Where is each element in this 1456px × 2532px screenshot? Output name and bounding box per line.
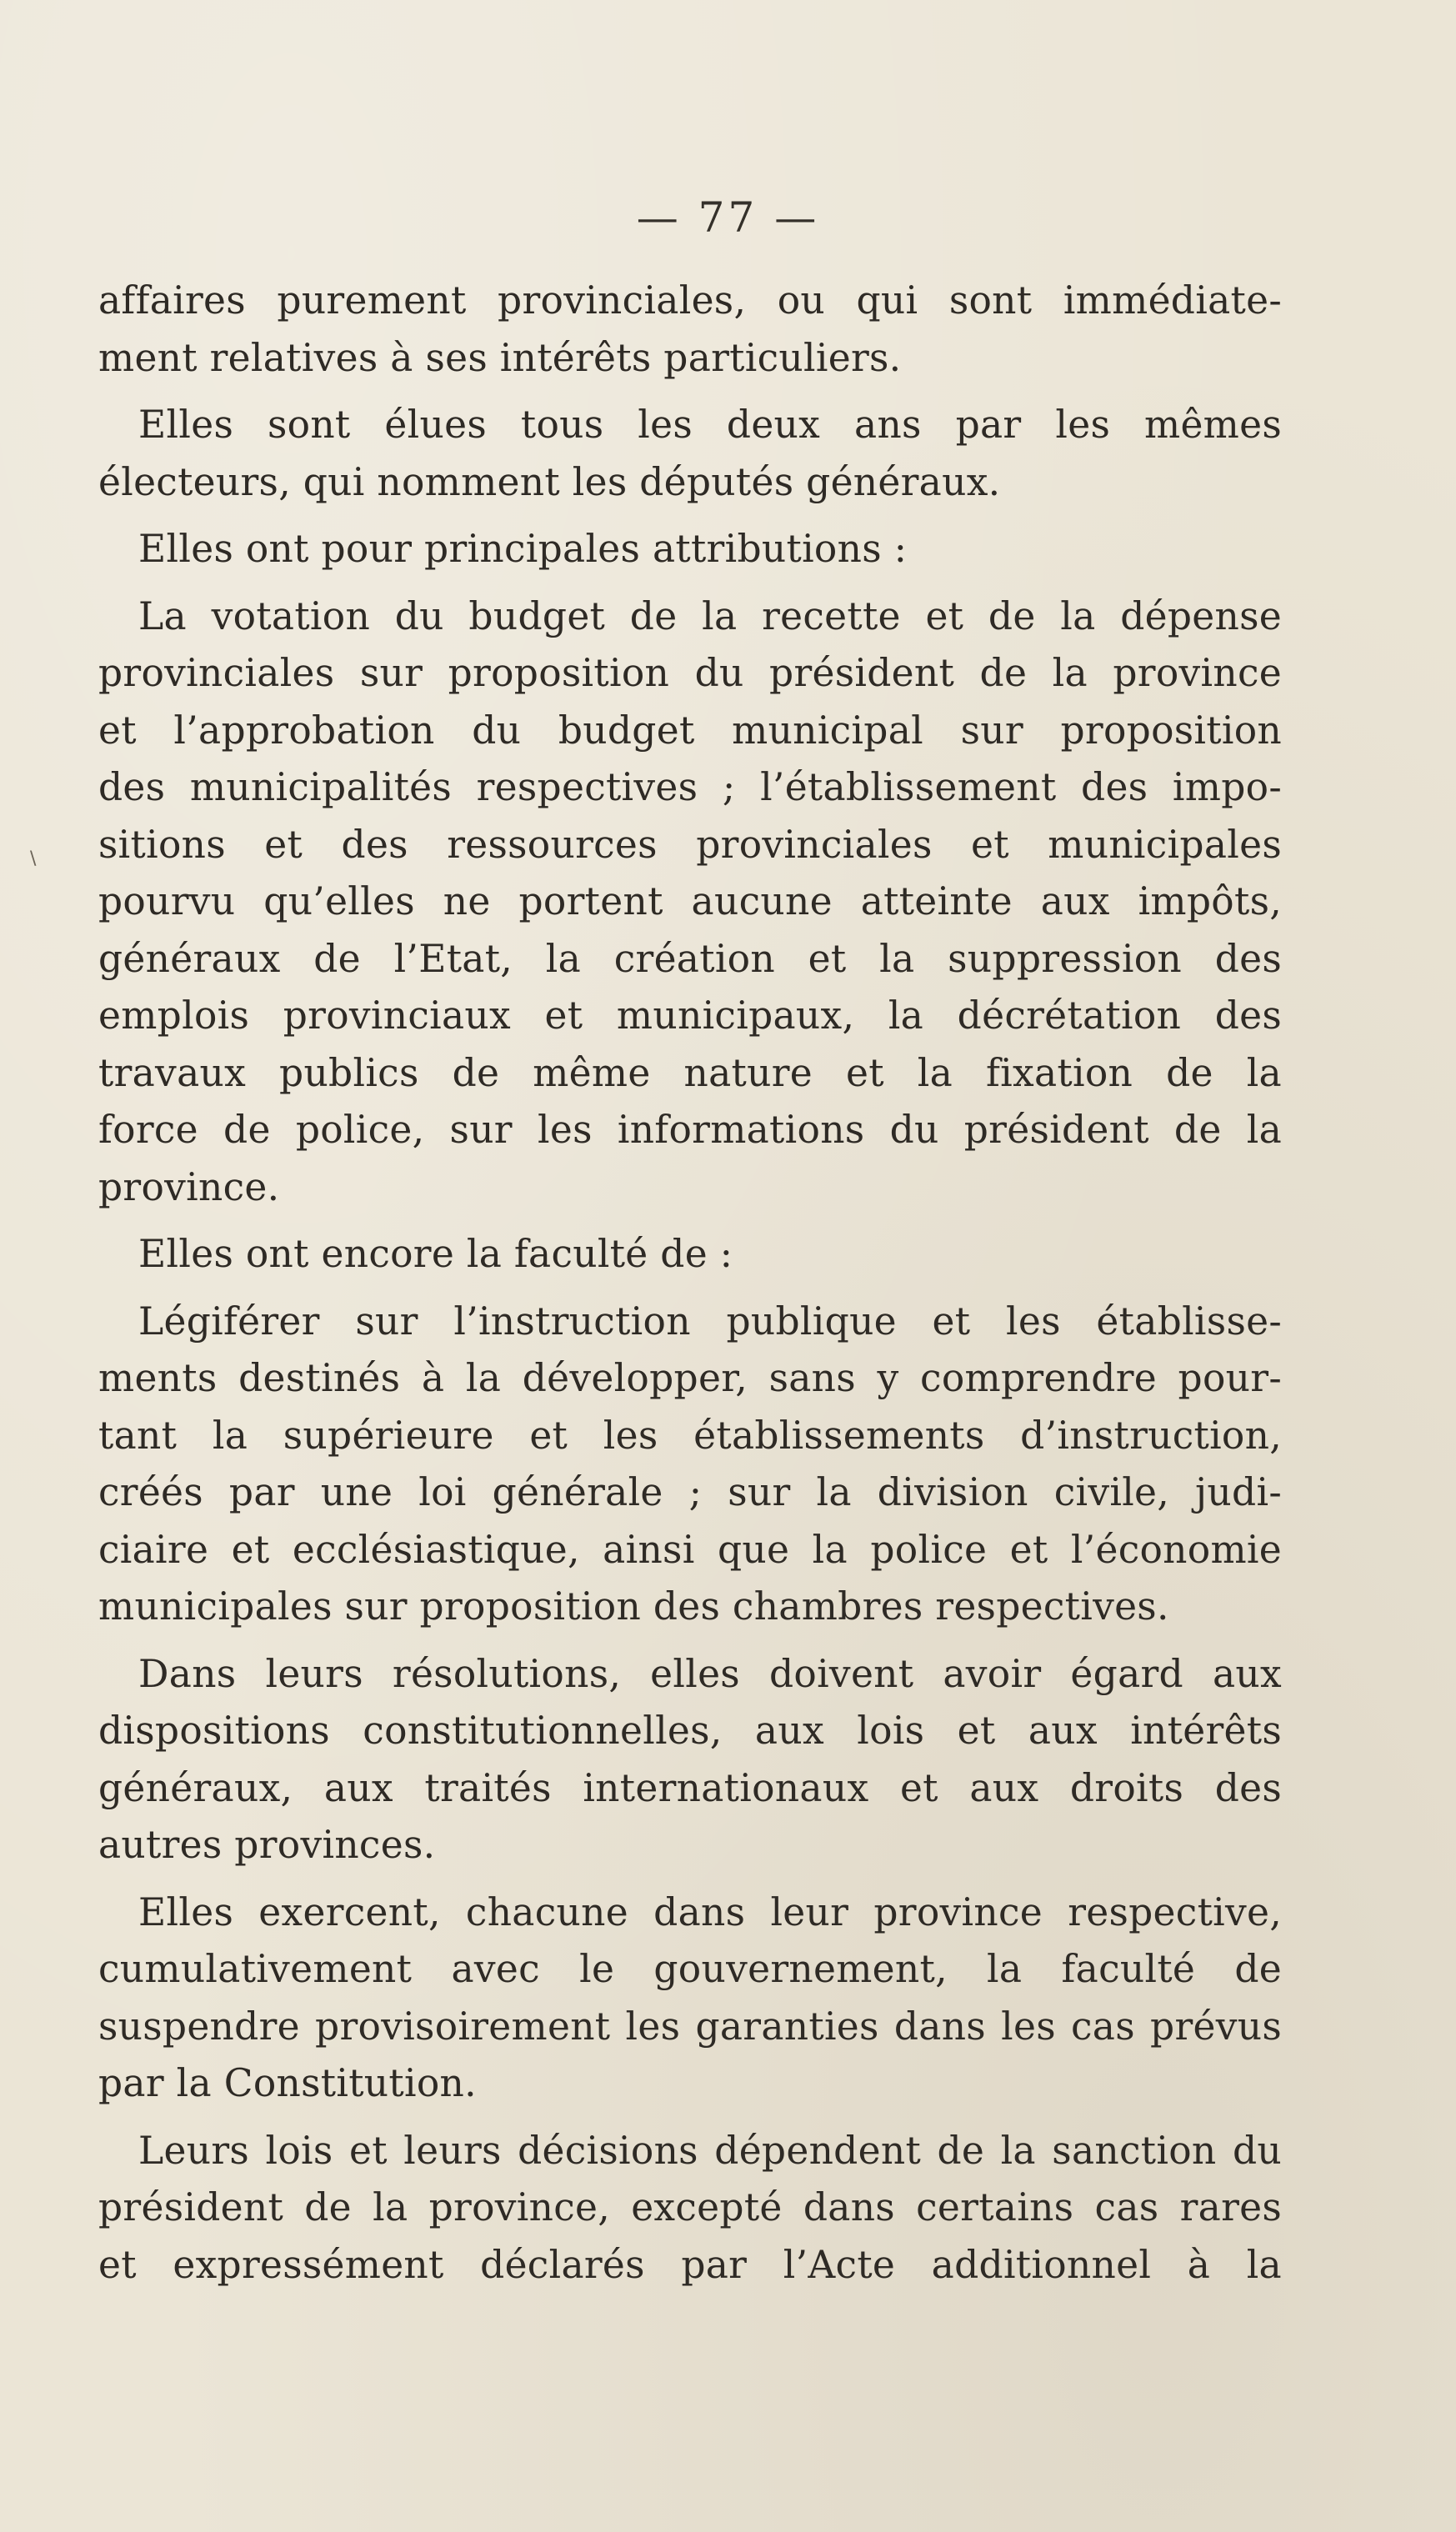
text-line: emplois provinciaux et municipaux, la décrétation des <box>98 993 1282 1038</box>
text-line: et expressément déclarés par l’Acte additionnel à la <box>98 2242 1282 2287</box>
text-line: Leurs lois et leurs décisions dépendent de la sanction du <box>138 2128 1282 2173</box>
margin-mark: \ <box>30 848 37 869</box>
text-line: autres provinces. <box>98 1823 436 1867</box>
text-line: Dans leurs résolutions, elles doivent avoir égard aux <box>138 1651 1282 1696</box>
paragraph <box>98 1884 1282 2113</box>
paragraph <box>98 273 1282 387</box>
text-line: La votation du budget de la recette et de la dépense <box>138 593 1282 638</box>
paragraph <box>98 2123 1282 2294</box>
text-line: Elles ont pour principales attributions : <box>138 527 908 571</box>
page-number: — 77 — <box>636 193 820 242</box>
text-line: Elles exercent, chacune dans leur province respective, <box>138 1889 1282 1934</box>
text-line: tant la supérieure et les établissements d’instruction, <box>98 1413 1282 1458</box>
paragraph <box>98 521 1282 578</box>
body-text <box>98 273 1282 2304</box>
paragraph <box>98 588 1282 1217</box>
text-line: ment relatives à ses intérêts particuliers. <box>98 335 902 380</box>
text-line: cumulativement avec le gouvernement, la faculté de <box>98 1947 1282 1991</box>
paragraph <box>98 1226 1282 1284</box>
text-line: municipales sur proposition des chambres respectives. <box>98 1584 1169 1629</box>
text-line: province. <box>98 1164 280 1209</box>
text-line: force de police, sur les informations du président de la <box>98 1108 1282 1152</box>
text-line: Légiférer sur l’instruction publique et les établisse- <box>138 1299 1282 1344</box>
text-line: suspendre provisoirement les garanties dans les cas prévus <box>98 2004 1282 2049</box>
text-line: travaux publics de même nature et la fixation de la <box>98 1050 1282 1095</box>
text-line: généraux, aux traités internationaux et aux droits des <box>98 1765 1282 1810</box>
text-line: dispositions constitutionnelles, aux lois et aux intérêts <box>98 1709 1282 1753</box>
paragraph <box>98 1646 1282 1874</box>
text-line: créés par une loi générale ; sur la division civile, judi- <box>98 1470 1282 1514</box>
text-line: Elles sont élues tous les deux ans par les mêmes <box>138 403 1282 447</box>
text-line: président de la province, excepté dans certains cas rares <box>98 2185 1282 2229</box>
text-line: affaires purement provinciales, ou qui sont immédiate- <box>98 278 1282 323</box>
paragraph <box>98 1294 1282 1636</box>
text-line: ments destinés à la développer, sans y comprendre pour- <box>98 1356 1282 1400</box>
text-line: pourvu qu’elles ne portent aucune atteinte aux impôts, <box>98 879 1282 923</box>
text-line: provinciales sur proposition du président de la province <box>98 651 1282 695</box>
text-line: électeurs, qui nomment les députés généraux. <box>98 459 1001 504</box>
text-line: sitions et des ressources provinciales et municipales <box>98 822 1282 867</box>
text-line: généraux de l’Etat, la création et la suppression des <box>98 936 1282 981</box>
paragraph <box>98 397 1282 511</box>
text-line: et l’approbation du budget municipal sur proposition <box>98 708 1282 753</box>
text-line: ciaire et ecclésiastique, ainsi que la police et l’économie <box>98 1527 1282 1572</box>
text-line: par la Constitution. <box>98 2061 477 2105</box>
text-line: des municipalités respectives ; l’établissement des impo- <box>98 765 1282 809</box>
text-line: Elles ont encore la faculté de : <box>138 1232 733 1276</box>
